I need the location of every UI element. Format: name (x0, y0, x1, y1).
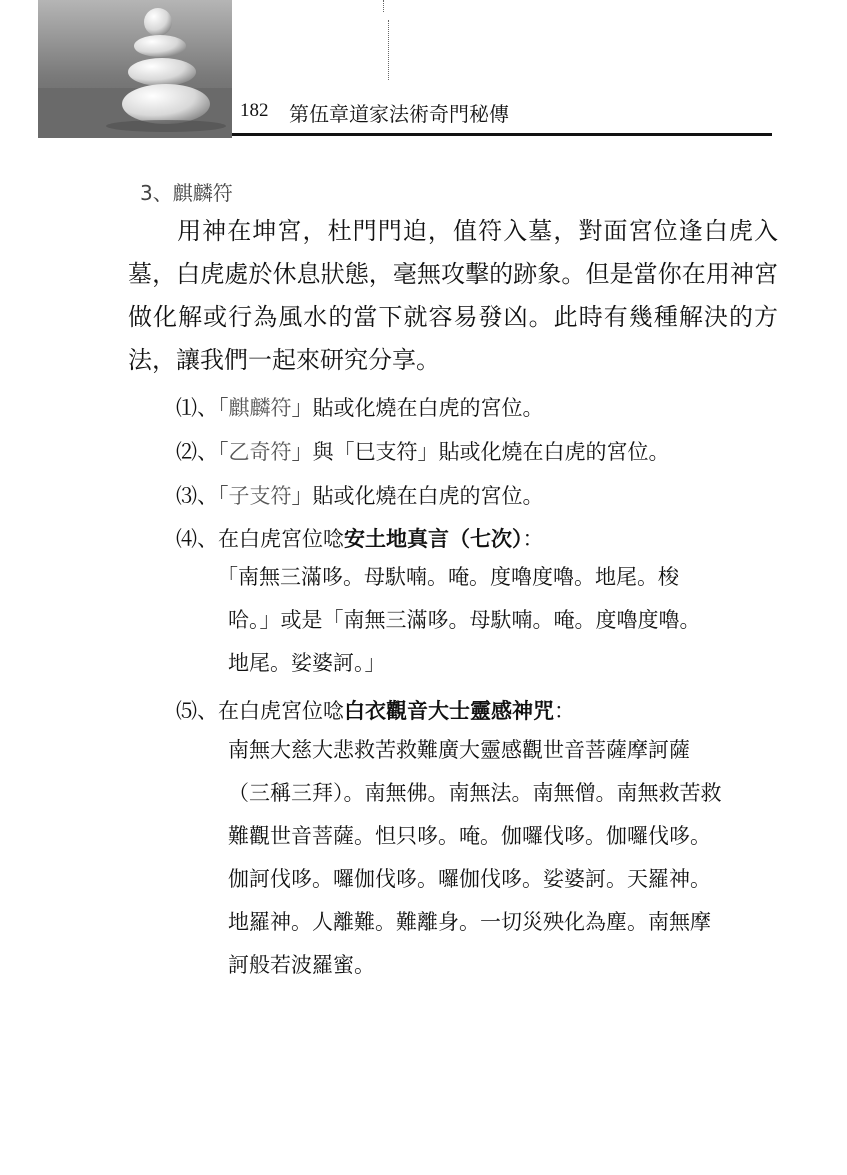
stacked-stones-illustration (38, 0, 232, 138)
talisman-name: 麒麟符 (228, 396, 292, 420)
mantra-title: 安土地真言（七次） (344, 527, 523, 551)
mantra-title: 白衣觀音大士靈感神咒 (344, 699, 554, 723)
mantra-line: 伽訶伐哆。囉伽伐哆。囉伽伐哆。娑婆訶。天羅神。 (228, 867, 711, 891)
earth-mantra (217, 556, 778, 685)
item-text: 貼或化燒在白虎的宮位。 (438, 440, 670, 464)
item-number: ⑴、「 (176, 396, 229, 420)
mantra-line: 難觀世音菩薩。怛只哆。唵。伽囉伐哆。伽囉伐哆。 (228, 824, 711, 848)
mantra-line: 哈。」或是「南無三滿哆。母馱喃。唵。度嚕度嚕。 (228, 608, 701, 632)
list-item (176, 695, 575, 725)
item-number: ⑸、在白虎宮位唸 (176, 699, 344, 723)
talisman-name: 乙奇符 (228, 440, 292, 464)
mantra-line: 「南無三滿哆。母馱喃。唵。度嚕度嚕。地尾。梭 (217, 565, 679, 589)
item-text: 」貼或化燒在白虎的宮位。 (291, 396, 544, 420)
list-item (176, 523, 544, 553)
item-number: ⑵、「 (176, 440, 229, 464)
mantra-line: （三稱三拜）。南無佛。南無法。南無僧。南無救苦救 (228, 781, 722, 805)
list-item (176, 436, 670, 466)
item-text: ： (554, 699, 575, 723)
talisman-name: 子支符 (228, 484, 292, 508)
mantra-line: 訶般若波羅蜜。 (228, 953, 375, 977)
list-item (176, 392, 544, 422)
mantra-line: 地尾。娑婆訶。」 (228, 651, 386, 675)
stacked-stones-image (38, 0, 232, 138)
scan-mark (388, 20, 389, 80)
body-paragraph-text: 用神在坤宮，杜門門迫，值符入墓，對面宮位逢白虎入墓，白虎處於休息狀態，毫無攻擊的跡象。但是當你在用神宮做化解或行為風水的當下就容易發凶。此時有幾種解決的方法，讓我們一起來研究分享。 (128, 217, 778, 374)
page-number: 182 (240, 100, 269, 121)
list-item (176, 480, 544, 510)
section-heading: 3、麒麟符 (140, 181, 233, 205)
scan-mark (383, 0, 384, 12)
header-rule (232, 133, 772, 136)
item-number: ⑷、在白虎宮位唸 (176, 527, 344, 551)
mantra-line: 南無大慈大悲救苦救難廣大靈感觀世音菩薩摩訶薩 (228, 738, 690, 762)
item-number: ⑶、「 (176, 484, 229, 508)
item-text: 」與「巳支符」 (291, 440, 439, 464)
body-paragraph (128, 210, 778, 382)
item-text: ： (522, 527, 544, 551)
guanyin-mantra (228, 729, 778, 987)
mantra-line: 地羅神。人離難。難離身。一切災殃化為塵。南無摩 (228, 910, 711, 934)
item-text: 」貼或化燒在白虎的宮位。 (291, 484, 544, 508)
chapter-title: 第伍章道家法術奇門秘傳 (289, 102, 509, 126)
